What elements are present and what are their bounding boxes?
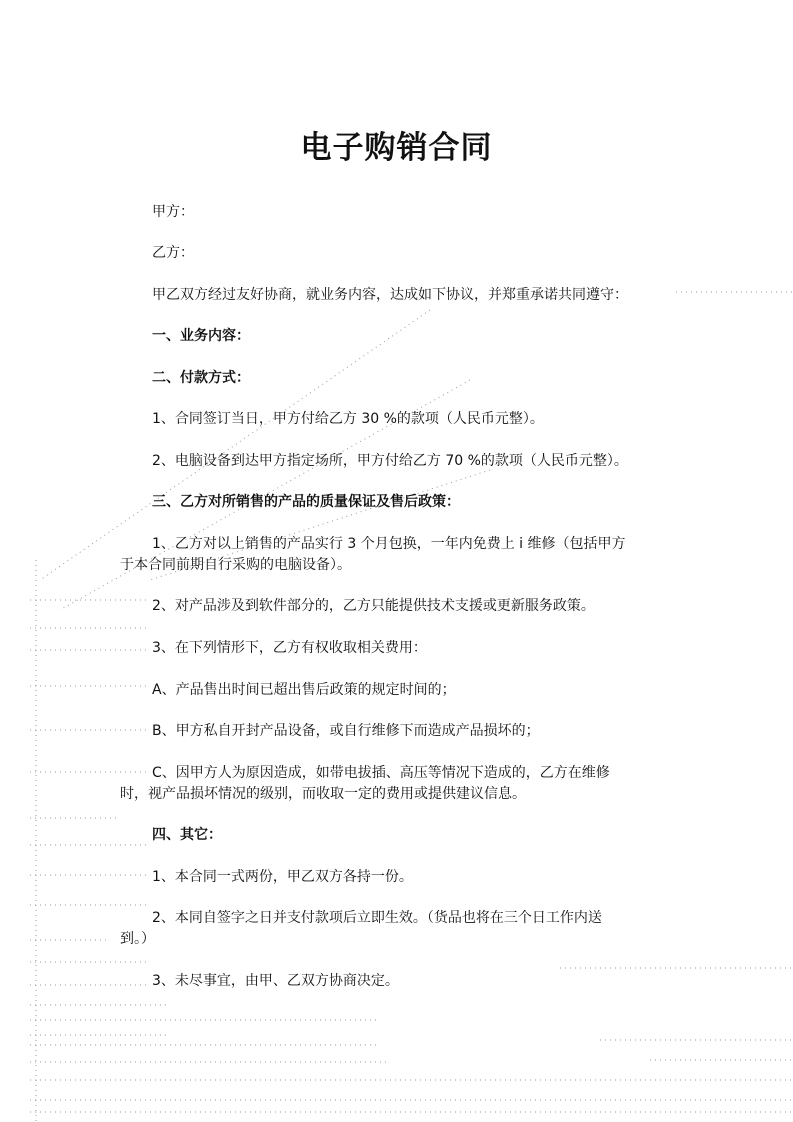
other-item-3: 3、未尽事宜，由甲、乙双方协商决定。: [152, 973, 399, 989]
section-heading-warranty: 三、乙方对所销售的产品的质量保证及售后政策：: [152, 494, 460, 510]
intro-paragraph: 甲乙双方经过友好协商，就业务内容，达成如下协议，并郑重承诺共同遵守：: [152, 287, 628, 303]
fee-case-a: A、产品售出时间已超出售后政策的规定时间的；: [152, 682, 456, 698]
other-item-1: 1、本合同一式两份，甲乙双方各持一份。: [152, 869, 413, 885]
other-item-2-line1: 2、本同自签字之日并支付款项后立即生效。（货品也将在三个日工作内送: [152, 910, 602, 926]
party-b-label: 乙方：: [152, 245, 194, 261]
section-heading-business: 一、业务内容：: [152, 328, 250, 344]
payment-item-1: 1、合同签订当日，甲方付给乙方 30 %的款项（人民币元整）。: [152, 411, 544, 427]
warranty-item-1-line1: 1、乙方对以上销售的产品实行 3 个月包换，一年内免费上 i 维修（包括甲方: [152, 536, 626, 552]
warranty-item-3: 3、在下列情形下，乙方有权收取相关费用：: [152, 640, 427, 656]
warranty-item-1-line2: 于本合同前期自行采购的电脑设备）。: [120, 557, 351, 573]
party-a-label: 甲方：: [152, 204, 194, 220]
fee-case-b: B、甲方私自开封产品设备，或自行维修下而造成产品损坏的；: [152, 723, 540, 739]
other-item-2-line2: 到。）: [120, 931, 155, 947]
document-title: 电子购销合同: [300, 130, 493, 166]
section-heading-payment: 二、付款方式：: [152, 370, 250, 386]
fee-case-c-line1: C、因甲方人为原因造成，如带电拔插、高压等情况下造成的，乙方在维修: [152, 765, 610, 781]
section-heading-other: 四、其它：: [152, 827, 222, 843]
payment-item-2: 2、电脑设备到达甲方指定场所，甲方付给乙方 70 %的款项（人民币元整）。: [152, 453, 628, 469]
fee-case-c-line2: 时，视产品损坏情况的级别，而收取一定的费用或提供建议信息。: [120, 786, 526, 802]
warranty-item-2: 2、对产品涉及到软件部分的，乙方只能提供技术支援或更新服务政策。: [152, 598, 595, 614]
